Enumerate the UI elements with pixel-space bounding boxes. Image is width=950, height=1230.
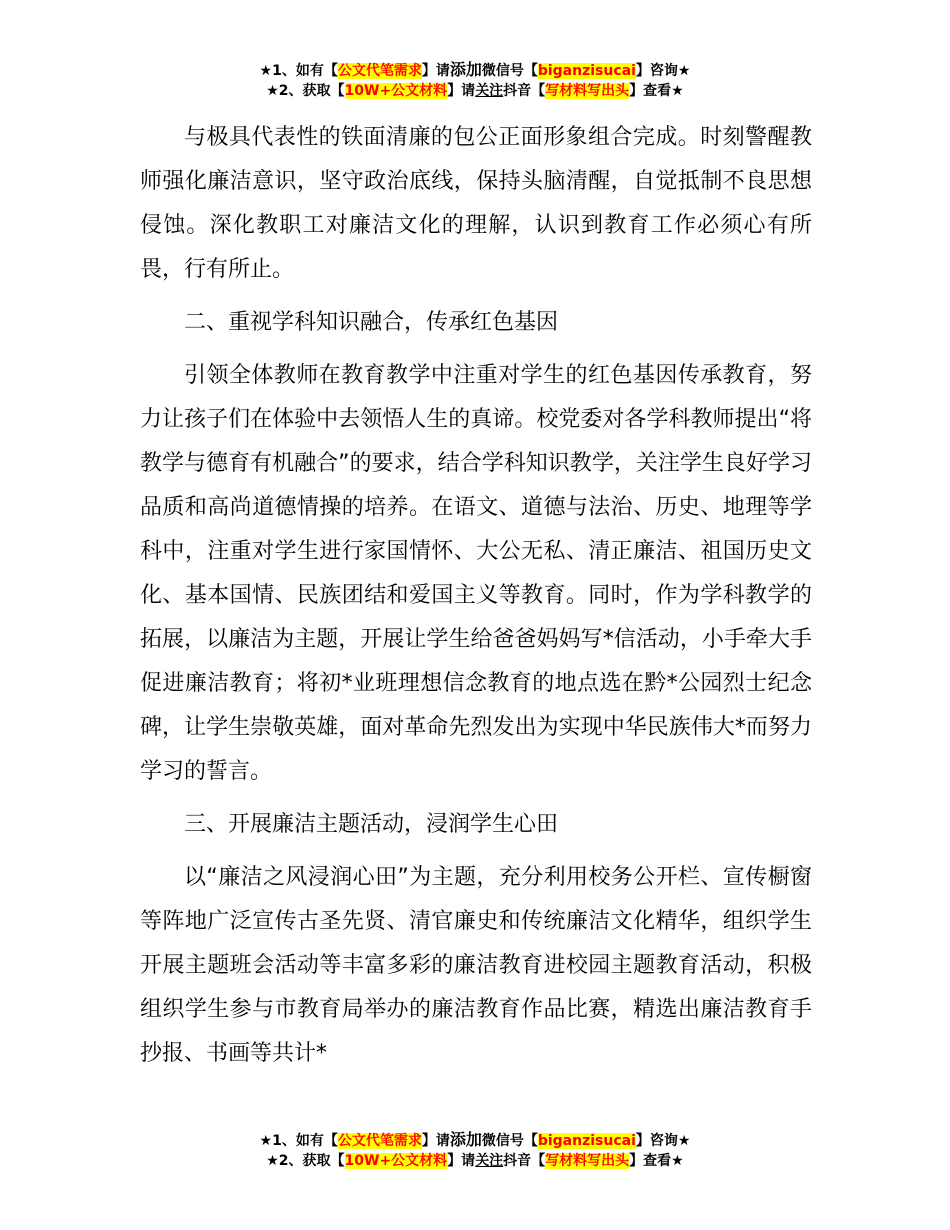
banner-emphasis: 关注 (475, 83, 504, 99)
banner-text: ★1、如有【 (259, 1133, 338, 1149)
banner-text: 】请 (447, 1153, 476, 1169)
banner-text: 】请 (421, 63, 450, 79)
header-banner (0, 60, 950, 101)
banner-highlight: 公文代笔需求 (337, 1133, 422, 1149)
banner-text: 】咨询★ (635, 63, 691, 79)
banner-text: 】查看★ (629, 83, 684, 99)
banner-highlight: 写材料写出头 (545, 83, 630, 99)
banner-text: ★2、获取【 (266, 83, 345, 99)
banner-text: 微信号【 (481, 1133, 538, 1149)
banner-emphasis: 添加 (449, 60, 482, 79)
banner-line-1 (0, 1130, 950, 1151)
body-paragraph: 与极具代表性的铁面清廉的包公正面形象组合完成。时刻警醒教师强化廉洁意识，坚守政治底线，保持头脑清醒，自觉抵制不良思想侵蚀。深化教职工对廉洁文化的理解，认识到教育工作必须心有所畏，行有所止。 (140, 125, 812, 282)
banner-line-2 (0, 81, 950, 101)
banner-emphasis: 关注 (475, 1153, 504, 1169)
banner-emphasis: 添加 (449, 1130, 482, 1149)
section-heading: 三、开展廉洁主题活动，浸润学生心田 (184, 812, 559, 837)
banner-highlight: 10W+公文材料 (344, 83, 448, 99)
banner-text: ★2、获取【 (266, 1153, 345, 1169)
banner-text: 】请 (421, 1133, 450, 1149)
document-body (140, 116, 812, 1085)
banner-text: ★1、如有【 (259, 63, 338, 79)
body-paragraph: 引领全体教师在教育教学中注重对学生的红色基因传承教育，努力让孩子们在体验中去领悟人生的真谛。校党委对各学科教师提出“将教学与德育有机融合”的要求，结合学科知识教学，关注学生良好学习品质和高尚道德情操的培养。在语文、道德与法治、历史、地理等学科中，注重对学生进行家国情怀、大公无私、清正廉洁、祖国历史文化、基本国情、民族团结和爱国主义等教育。同时，作为学科教学的拓展，以廉洁为主题，开展让学生给爸爸妈妈写*信活动，小手牵大手促进廉洁教育；将初*业班理想信念教育的地点选在黔*公园烈士纪念碑，让学生崇敬英雄，面对革命先烈发出为实现中华民族伟大*而努力学习的誓言。 (140, 363, 812, 784)
section-heading: 二、重视学科知识融合，传承红色基因 (184, 310, 559, 335)
banner-highlight: biganzisucai (537, 63, 636, 79)
banner-line-2 (0, 1151, 950, 1171)
footer-banner (0, 1130, 950, 1171)
banner-highlight: 10W+公文材料 (344, 1153, 448, 1169)
banner-line-1 (0, 60, 950, 81)
banner-text: 】查看★ (629, 1153, 684, 1169)
banner-text: 微信号【 (481, 63, 538, 79)
banner-highlight: 写材料写出头 (545, 1153, 630, 1169)
banner-highlight: 公文代笔需求 (337, 63, 422, 79)
banner-text: 抖音【 (503, 83, 546, 99)
banner-text: 抖音【 (503, 1153, 546, 1169)
banner-text: 】请 (447, 83, 476, 99)
banner-text: 】咨询★ (635, 1133, 691, 1149)
body-paragraph: 以“廉洁之风浸润心田”为主题，充分利用校务公开栏、宣传橱窗等阵地广泛宣传古圣先贤、清官廉史和传统廉洁文化精华，组织学生开展主题班会活动等丰富多彩的廉洁教育进校园主题教育活动，积极组织学生参与市教育局举办的廉洁教育作品比赛，精选出廉洁教育手抄报、书画等共计* (140, 865, 812, 1066)
banner-highlight: biganzisucai (537, 1133, 636, 1149)
